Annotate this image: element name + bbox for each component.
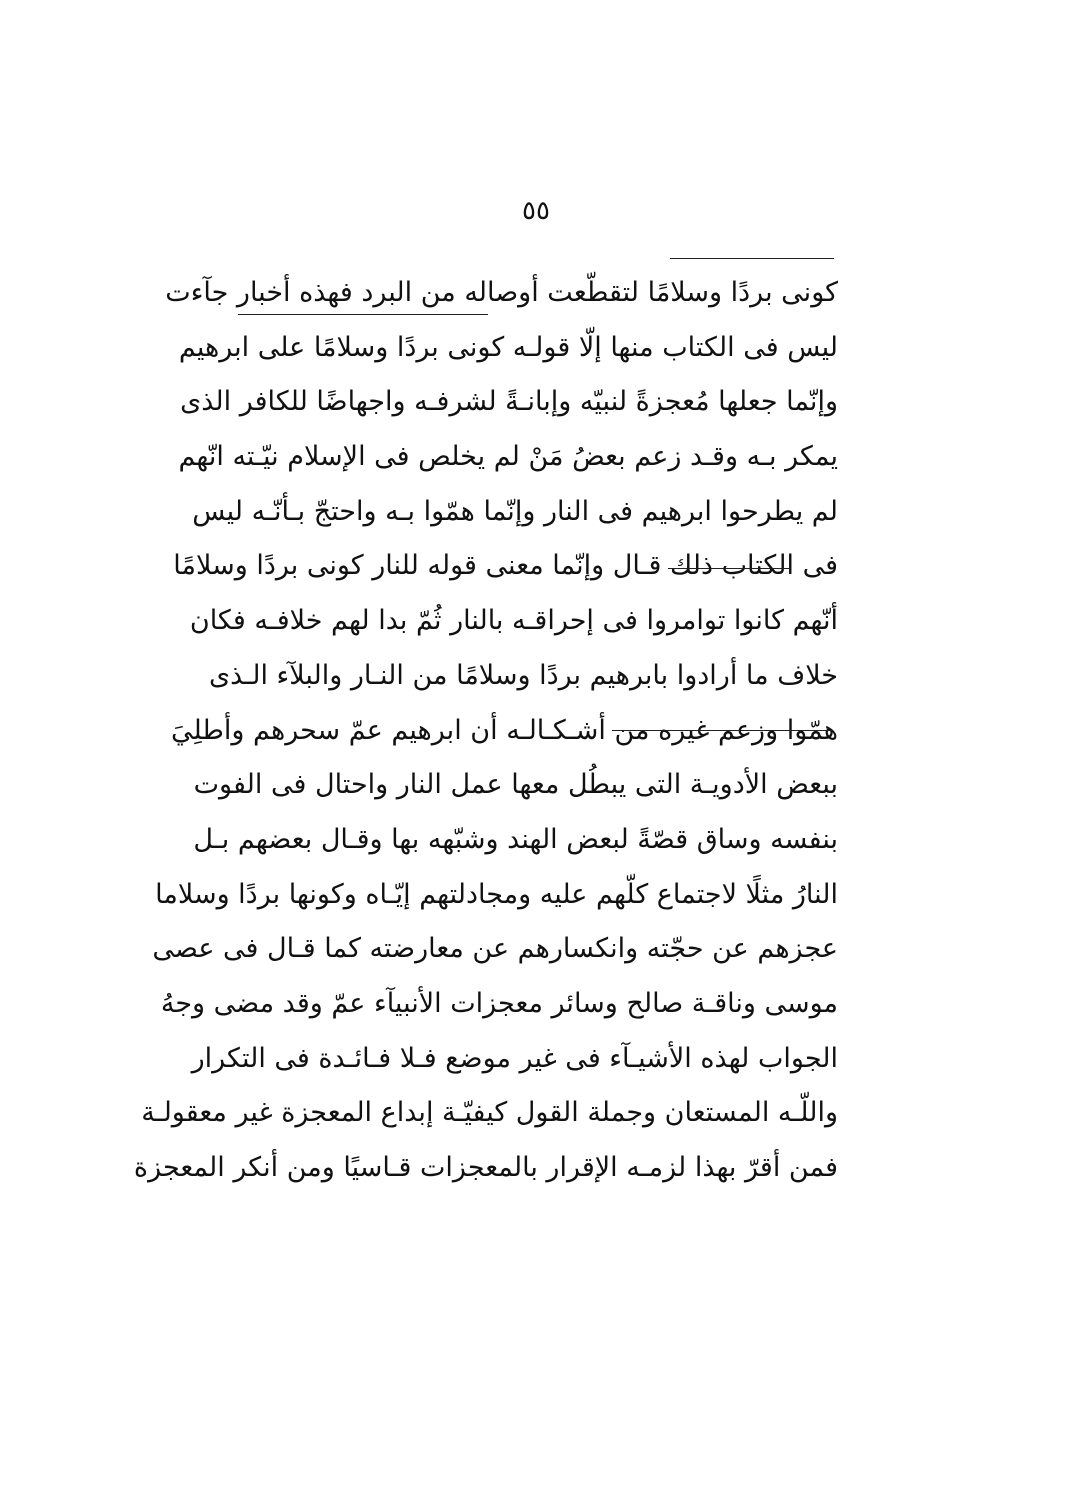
text-line: يمكر بـه وقـد زعم بعضُ مَنْ لم يخلص فى الإسلام نيّـته انّهم	[178, 441, 838, 473]
text-line: الجواب لهذه الأشيـآء فى غير موضع فـلا فـائـدة فى التكرار	[191, 1042, 838, 1074]
decorative-overline	[670, 258, 834, 259]
text-line: بنفسه وساق قصّةً لبعض الهند وشبّهه بها وقـال بعضهم بـل	[193, 823, 838, 855]
text-line: كونى بردًا وسلامًا لتقطّعت أوصاله من البرد فهذه أخبار جآءت	[165, 277, 838, 308]
text-line: همّوا وزعم غيره من أشـكـالـه أن ابرهيم عمّ سحرهم وأطلِيَ	[170, 714, 838, 746]
handwritten-underline	[668, 568, 790, 569]
text-line: ببعض الأدويـة التى يبطُل معها عمل النار واحتال فى الفوت	[193, 769, 838, 801]
page-number: ٥٥	[522, 196, 550, 226]
text-line: واللّـه المستعان وجملة القول كيفيّـة إبداع المعجزة غير معقولـة	[141, 1097, 838, 1129]
text-line: فمن أقرّ بهذا لزمـه الإقرار بالمعجزات قـاسيًا ومن أنكر المعجزة	[133, 1152, 838, 1183]
text-line: لم يطرحوا ابرهيم فى النار وإنّما همّوا بـه واحتجّ بـأنّـه ليس	[192, 495, 838, 527]
text-line: خلاف ما أرادوا بابرهيم بردًا وسلامًا من النـار والبلآء الـذى	[209, 659, 838, 691]
text-line: موسى وناقـة صالح وسائر معجزات الأنبيآء عمّ وقد مضى وجهُ	[160, 987, 838, 1019]
text-line: ليس فى الكتاب منها إلّا قولـه كونى بردًا وسلامًا على ابرهيم	[178, 331, 838, 363]
text-line: النارُ مثلًا لاجتماع كلّهم عليه ومجادلتهم إيّـاه وكونها بردًا وسلاما	[155, 878, 838, 910]
text-line: فى الكتاب ذلك قـال وإنّما معنى قوله للنار كونى بردًا وسلامًا	[173, 550, 838, 582]
handwritten-underline	[612, 730, 832, 731]
text-line: وإنّما جعلها مُعجزةً لنبيّه وإبانـةً لشرفـه واجهاضًا للكافر الذى	[180, 386, 838, 418]
text-line: عجزهم عن حجّته وانكسارهم عن معارضته كما قـال فى عصى	[152, 933, 838, 965]
handwritten-underline	[238, 314, 488, 315]
text-line: أنّهم كانوا توامروا فى إحراقـه بالنار ثُمّ بدا لهم خلافـه فكان	[189, 605, 838, 637]
